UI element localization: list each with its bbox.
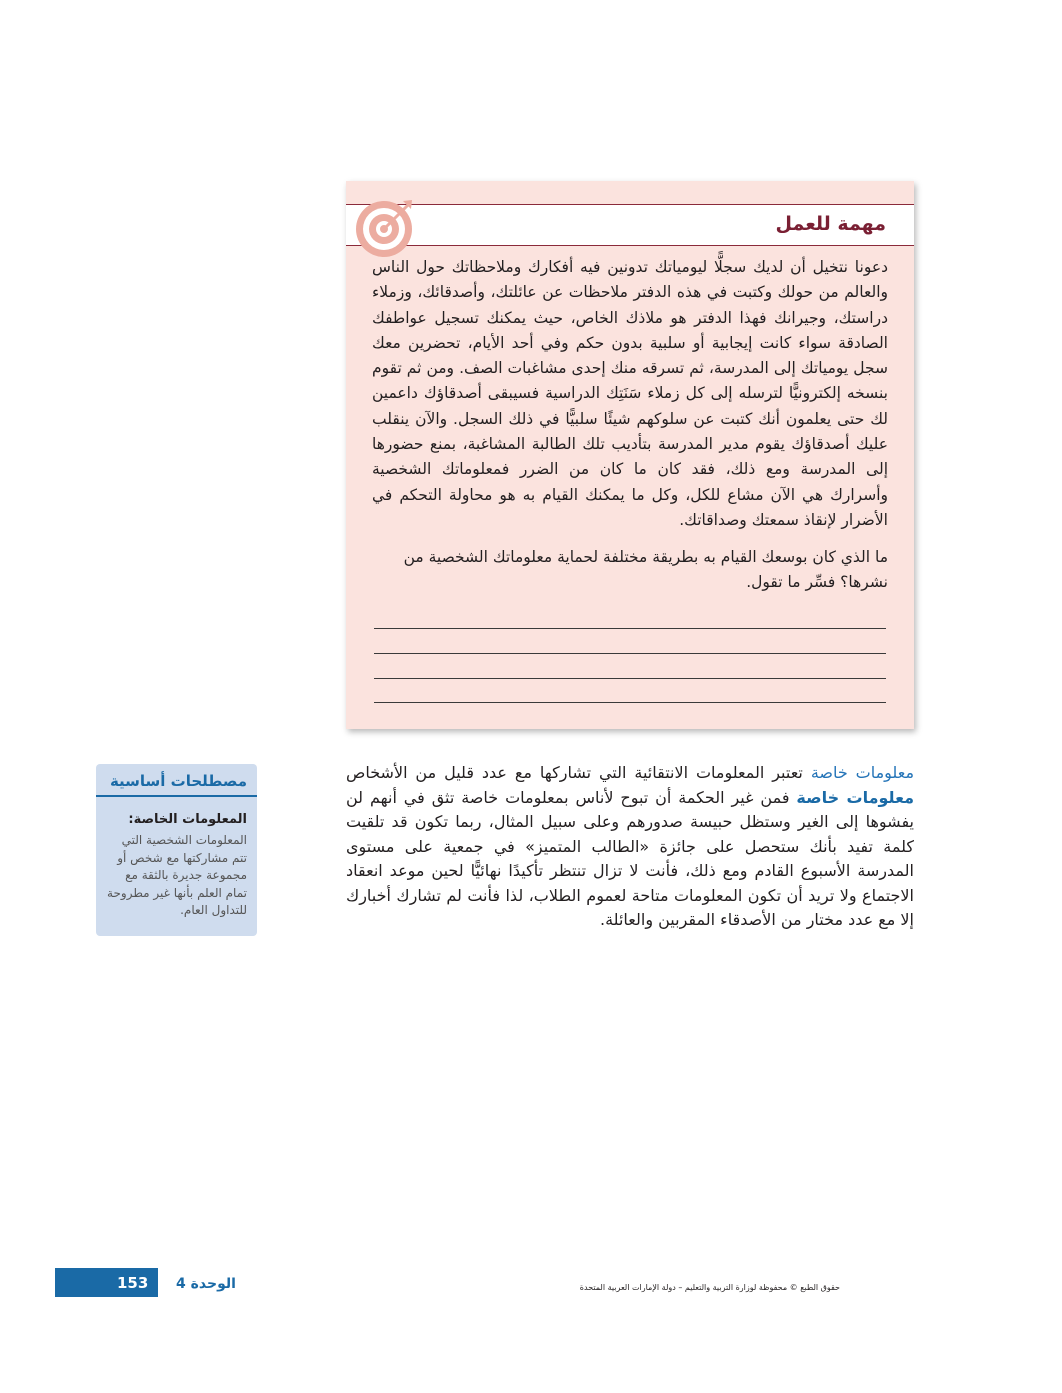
glossary-title: مصطلحات أساسية <box>109 772 247 790</box>
task-title: مهمة للعمل <box>775 213 886 235</box>
task-box <box>346 181 914 729</box>
glossary-box <box>96 764 257 936</box>
answer-line[interactable] <box>374 653 886 654</box>
page-number: 153 <box>117 1274 149 1292</box>
main-paragraph <box>346 761 914 933</box>
task-header <box>346 204 914 246</box>
unit-label: الوحدة 4 <box>176 1276 236 1292</box>
inline-term: معلومات خاصة <box>810 763 915 782</box>
glossary-divider <box>96 795 257 797</box>
bold-term: معلومات خاصة <box>796 787 915 807</box>
copyright-notice: حقوق الطبع © محفوظة لوزارة التربية والتعليم – دولة الإمارات العربية المتحدة <box>579 1283 840 1292</box>
answer-line[interactable] <box>374 702 886 703</box>
main-text-part2: فمن غير الحكمة أن تبوح لأناس بمعلومات خاصة تثق في أنهم لن يفشوها إلى الغير وستظل حبيسة صدورهم وعلى سبيل المثال، ربما تكون قد تلقيت كلمة تفيد بأنك ستحصل على جائزة «الطالب المتميز» في جمعية على مستوى المدرسة الأسبوع القادم ومع ذلك، فأنت لا تزال تنتظر تأكيدًا نهائيًّا لحين موعد انعقاد الاجتماع ولا تريد أن تكون المعلومات متاحة لعموم الطلاب، لذا فأنت لم تشارك أخبارك إلا مع عدد مختار من الأصدقاء المقربين والعائلة. <box>346 787 914 929</box>
task-question: ما الذي كان بوسعك القيام به بطريقة مختلفة لحماية معلوماتك الشخصية من نشرها؟ فسِّر ما تقول. <box>403 548 888 592</box>
main-text-part1: تعتبر المعلومات الانتقائية التي تشاركها مع عدد قليل من الأشخاص <box>346 763 803 782</box>
answer-line[interactable] <box>374 628 886 629</box>
target-icon <box>354 195 418 259</box>
glossary-term: المعلومات الخاصة: <box>128 812 247 827</box>
task-body: دعونا نتخيل أن لديك سجلًّا ليومياتك تدونين فيه أفكارك وملاحظاتك حول الناس والعالم من حولك وكتبت في هذه الدفتر ملاحظات عن عائلتك، وأصدقائك، وزملاء دراستك، وجيرانك فهذا الدفتر هو ملاذك الخاص، حيث يمكنك تسجيل عواطفك الصادقة سواء كانت إيجابية أو سلبية بدون حكم وفي أحد الأيام، تحضرين معك سجل يومياتك إلى المدرسة، ثم تسرقه منك إحدى مشاغبات الصف. ومن ثم تقوم بنسخه إلكترونيًّا لترسله إلى كل زملاء سَنَتِك الدراسية فسيبقى أصدقاؤك داعمين لك حتى يعلمون أنك كتبت عن سلوكهم شيئًا سلبيًّا في ذلك السجل. والآن ينقلب عليك أصدقاؤك يقوم مدير المدرسة بتأديب تلك الطالبة المشاغبة، بمنع حضورها إلى المدرسة ومع ذلك، فقد كان ما كان من الضرر فمعلوماتك الشخصية وأسرارك هي الآن مشاع للكل، وكل ما يمكنك القيام به هو محاولة التحكم في الأضرار لإنقاذ سمعتك وصداقاتك. <box>372 258 888 529</box>
answer-line[interactable] <box>374 678 886 679</box>
glossary-definition: المعلومات الشخصية التي تتم مشاركتها مع شخص أو مجموعة جديرة بالثقة مع تمام العلم بأنها غير مطروحة للتداول العام. <box>107 833 247 917</box>
